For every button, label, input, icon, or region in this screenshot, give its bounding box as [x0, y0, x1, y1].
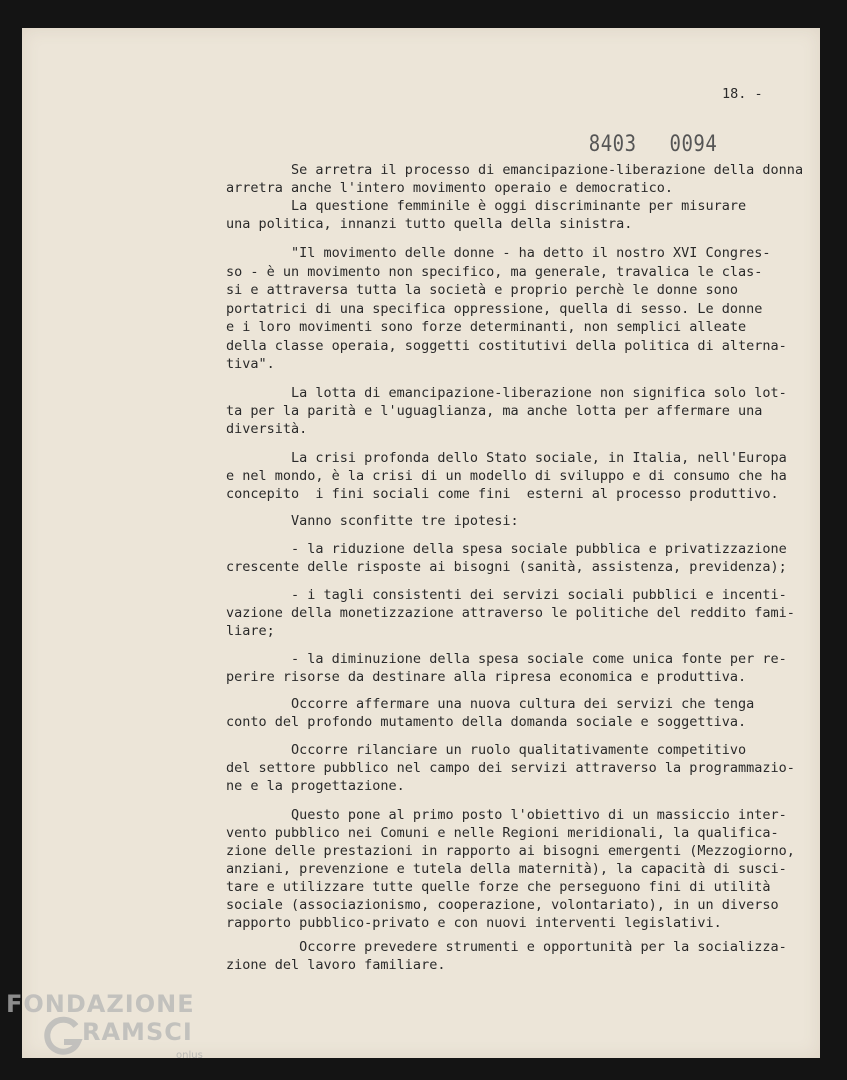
text-line: vento pubblico nei Comuni e nelle Regioni meridionali, la qualifica-: [226, 825, 779, 841]
text-line: perire risorse da destinare alla ripresa economica e produttiva.: [226, 669, 747, 685]
text-line: so - è un movimento non specifico, ma generale, travalica le clas-: [226, 264, 763, 280]
text-line: e i loro movimenti sono forze determinanti, non semplici alleate: [226, 319, 747, 335]
text-line: conto del profondo mutamento della domanda sociale e soggettiva.: [226, 714, 747, 730]
text-line: zione del lavoro familiare.: [226, 957, 446, 973]
text-line: e nel mondo, è la crisi di un modello di sviluppo e di consumo che ha: [226, 468, 787, 484]
text-line: crescente delle risposte ai bisogni (sanità, assistenza, previdenza);: [226, 559, 787, 575]
text-line: Occorre affermare una nuova cultura dei servizi che tenga: [226, 696, 755, 712]
text-line: Se arretra il processo di emancipazione-liberazione della donna: [226, 162, 804, 178]
text-line: concepito i fini sociali come fini esterni al processo produttivo.: [226, 486, 779, 502]
watermark-line2: RAMSCI: [82, 1018, 193, 1046]
text-line: una politica, innanzi tutto quella della sinistra.: [226, 216, 633, 232]
text-line: La crisi profonda dello Stato sociale, in Italia, nell'Europa: [226, 450, 787, 466]
text-line: vazione della monetizzazione attraverso le politiche del reddito fami-: [226, 605, 795, 621]
text-line: zione delle prestazioni in rapporto ai bisogni emergenti (Mezzogiorno,: [226, 843, 795, 859]
text-line: - la diminuzione della spesa sociale come unica fonte per re-: [226, 651, 787, 667]
text-line: Vanno sconfitte tre ipotesi:: [226, 513, 519, 529]
text-line: "Il movimento delle donne - ha detto il nostro XVI Congres-: [226, 245, 771, 261]
archive-code-number: 0094: [669, 131, 718, 157]
fondazione-gramsci-watermark: [6, 990, 221, 1072]
text-line: Occorre rilanciare un ruolo qualitativamente competitivo: [226, 742, 747, 758]
page-number: 18. -: [722, 86, 763, 102]
text-line: liare;: [226, 623, 275, 639]
text-line: della classe operaia, soggetti costitutivi della politica di alterna-: [226, 338, 787, 354]
watermark-line1: FONDAZIONE: [6, 990, 195, 1018]
text-line: ta per la parità e l'uguaglianza, ma anche lotta per affermare una: [226, 403, 763, 419]
gramsci-logo-icon: [40, 1014, 84, 1058]
text-line: rapporto pubblico-privato e con nuovi interventi legislativi.: [226, 915, 722, 931]
text-line: Questo pone al primo posto l'obiettivo di un massiccio inter-: [226, 807, 787, 823]
text-line: diversità.: [226, 421, 308, 437]
text-line: tare e utilizzare tutte quelle forze che perseguono fini di utilità: [226, 879, 771, 895]
text-line: arretra anche l'intero movimento operaio e democratico.: [226, 180, 674, 196]
text-line: sociale (associazionismo, cooperazione, volontariato), in un diverso: [226, 897, 779, 913]
text-line: - i tagli consistenti dei servizi sociali pubblici e incenti-: [226, 587, 787, 603]
text-line: Occorre prevedere strumenti e opportunità per la socializza-: [226, 939, 787, 955]
text-line: La lotta di emancipazione-liberazione non significa solo lot-: [226, 385, 787, 401]
text-line: si e attraversa tutta la società e proprio perchè le donne sono: [226, 282, 739, 298]
text-line: portatrici di una specifica oppressione, quella di sesso. Le donne: [226, 301, 763, 317]
text-line: del settore pubblico nel campo dei servizi attraverso la programmazio-: [226, 760, 795, 776]
text-line: ne e la progettazione.: [226, 778, 405, 794]
text-line: tiva".: [226, 356, 275, 372]
archive-code-series: 8403: [588, 131, 637, 157]
text-line: anziani, prevenzione e tutela della maternità), la capacità di susci-: [226, 861, 787, 877]
text-line: La questione femminile è oggi discriminante per misurare: [226, 198, 747, 214]
watermark-sub: onlus: [176, 1050, 203, 1061]
text-line: - la riduzione della spesa sociale pubblica e privatizzazione: [226, 541, 787, 557]
